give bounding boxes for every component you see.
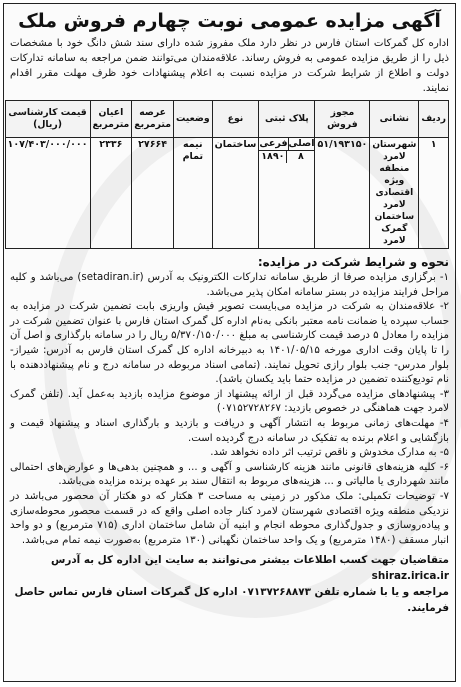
col-land-area: عرصه مترمربع <box>132 101 174 138</box>
col-address: نشانی <box>370 101 419 138</box>
col-status: وضعیت <box>173 101 212 138</box>
cell-address: شهرستان لامرد منطقه ویژه اقتصادی لامرد ساختمان گمرک لامرد <box>370 138 419 249</box>
intro-paragraph: اداره کل گمرکات استان فارس در نظر دارد ملک مفروز شده دارای سند شش دانگ خود با مشخصات ذیل را از طریق مزایده عمومی به فروش رساند. علاقه‌مندان می‌توانند ضمن مراجعه به سامانه تدارکات دولت و اطلاع از شرایط شرکت در مزایده نسبت به اعلام پیشنهادات خود ظرف مهلت مقرر اقدام نمایند. <box>10 38 449 94</box>
term-item-1: ۱- برگزاری مزایده صرفا از طریق سامانه تدارکات الکترونیک به آدرس (setadiran.ir) می‌باشد و کلیه مراحل فرایند مزایده در بستر سامانه امکان پذیر می‌باشد. <box>10 272 449 298</box>
cell-status: نیمه تمام <box>173 138 212 249</box>
term-item-3: ۳- پیشنهادهای مزایده می‌گردد قبل از ارائه پیشنهاد از موضوع مزایده بازدید به‌عمل آید. (تلفن گمرک لامرد جهت هماهنگی در خصوص بازدید: ۰۷۱۵۲۷۲۸۲۶۷) <box>10 388 449 415</box>
col-index: ردیف <box>419 101 449 138</box>
term-item-6: ۶- کلیه هزینه‌های قانونی مانند هزینه کارشناسی و آگهی و ... و همچنین بدهی‌ها و عوارض‌های احتمالی مانند شهرداری یا مالیاتی و ... هزینه‌های مربوط به انتقال سند بر عهده برنده مزایده می‌باشد. <box>10 461 449 488</box>
col-type: نوع <box>212 101 259 138</box>
property-table <box>5 100 449 249</box>
term-item-7: ۷- توضیحات تکمیلی: ملک مذکور در زمینی به مساحت ۳ هکتار که دو هکتار آن محصور می‌باشد در نزدیکی منطقه ویژه اقتصادی شهرستان لامرد کنار جاده اصلی واقع که در قسمت محصور محوطه‌سازی و پیاده‌روسازی و جدول‌گذاری محوطه انجام و ابنیه آن شامل ساختمان اداری (۷۱۵ مترمربع) و دو واحد انبار مسقف (۱۴۸۰ مترمربع) و یک واحد ساختمان نگهبانی (۱۳۰ مترمربع) به‌صورت نیمه تمام می‌باشد. <box>10 490 450 546</box>
footer-line-1: متقاضیان جهت کسب اطلاعات بیشتر می‌توانند به سایت این اداره کل به آدرس shiraz.irica.ir <box>51 554 449 583</box>
notice-title: آگهی مزایده عمومی نوبت چهارم فروش ملک <box>18 10 441 32</box>
col-price: قیمت کارشناسی (ریال) <box>5 101 90 138</box>
plate-labels <box>259 138 314 151</box>
cell-type: ساختمان <box>212 138 259 249</box>
cell-land-area: ۲۷۶۶۴ <box>132 138 174 249</box>
contact-footer <box>10 552 449 616</box>
term-item-4: ۴- مهلت‌های زمانی مربوط به انتشار آگهی و دریافت و بازدید و بارگذاری اسناد و پیشنهاد قیمت و بازگشایی و اعلام برنده به تفکیک در سامانه درج گردیده است. <box>10 417 449 444</box>
table-row <box>5 138 448 249</box>
term-item-5: ۵- به مدارک مخدوش و ناقص ترتیب اثر داده نخواهد شد. <box>210 447 449 459</box>
terms-heading: نحوه و شرایط شرکت در مزایده: <box>257 255 449 269</box>
plate-sub-value: ۱۸۹۰ <box>261 151 285 162</box>
plate-sub-label: فرعی <box>259 138 288 149</box>
plate-values <box>259 151 314 163</box>
plate-main-value: ۸ <box>286 151 314 163</box>
cell-price: ۱۰۷/۴۰۳/۰۰۰/۰۰۰ <box>5 138 90 249</box>
term-item-2: ۲- علاقه‌مندان به شرکت در مزایده می‌بایست تصویر فیش واریزی بابت تضمین شرکت در مزایده به حساب سپرده یا ضمانت نامه معتبر بانکی به‌نام اداره کل گمرک استان فارس با عنوان تضمین شرکت در مزایده را معادل ۵ درصد قیمت کارشناسی به مبلغ ۵/۳۷۰/۱۵۰/۰۰۰ ریال را در سامانه بارگذاری و اصل آن را تا پایان وقت اداری مورخه ۱۴۰۱/۰۵/۱۵ به دبیرخانه اداره کل گمرک استان فارس به آدرس: شیراز- بلوار مدرس- جنب بلوار رازی تحویل نمایند. (تمامی اسناد مربوطه در سامانه درج و نام پیشنهاددهنده با نام تودیع‌کننده تضمین در مزایده حتما باید یکسان باشد). <box>10 301 449 386</box>
table-header-row <box>5 101 448 138</box>
col-plate: پلاک ثبتی <box>259 101 315 138</box>
cell-permit: ۵۱/۱۹۳۱۵۰ <box>315 138 370 249</box>
notice-content <box>7 6 450 616</box>
cell-index: ۱ <box>419 138 449 249</box>
notice-frame <box>3 3 456 682</box>
plate-main-label: اصلی <box>288 138 315 149</box>
cell-plate <box>259 138 315 249</box>
col-building-area: اعیان مترمربع <box>90 101 132 138</box>
cell-building-area: ۲۳۳۶ <box>90 138 132 249</box>
footer-line-2: مراجعه و یا با شماره تلفن ۰۷۱۳۷۲۶۸۸۷۳ اداره کل گمرکات استان فارس تماس حاصل فرمایند. <box>14 586 449 615</box>
col-permit: مجوز فروش <box>315 101 370 138</box>
